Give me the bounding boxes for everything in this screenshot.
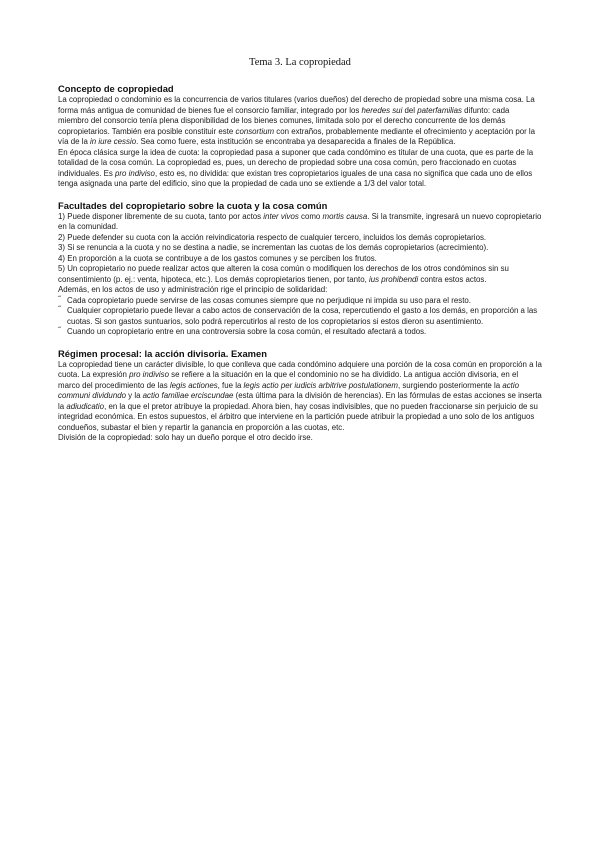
- list-item: [58, 306, 542, 327]
- italic-term: pro indiviso: [115, 168, 155, 178]
- paragraph: [58, 285, 542, 296]
- text-run: En época clásica surge la idea de cuota: la copropiedad pasa a suponer que cada condómino es titular de una cuota, que es parte de la totalidad de la cosa común. La copropiedad es, pues, un derecho de propiedad sobre una cosa común, pero fraccionado en cuotas individuales. Es: [58, 147, 534, 178]
- text-run: Cualquier copropietario puede llevar a cabo actos de conservación de la cosa, repercutiendo el gasto a los demás, en proporción a las cuotas. Si son gastos suntuarios, solo podrá repercutirlos al resto de los copropietarios si estos dieron su asentimiento.: [67, 306, 538, 326]
- section-spacer: [58, 190, 542, 200]
- text-run: 5) Un copropietario no puede realizar actos que alteren la cosa común o modifiquen los derechos de los otros condóminos sin su consentimiento (p. ej.: venta, hipoteca, etc.). Los demás copropietarios tienen, por tanto,: [58, 264, 509, 284]
- text-run: , esto es, no dividida: que existan tres copropietarios iguales de una casa no significa que cada uno de ellos tenga asignada una parte del edificio, sino que la propiedad de cada uno se extiende a 1/3 del valor total.: [58, 168, 533, 188]
- section-heading: Régimen procesal: la acción divisoria. Examen: [58, 347, 267, 359]
- paragraph: [58, 148, 542, 190]
- text-run: . Si la transmite, ingresará un nuevo copropietario en la comunidad.: [58, 211, 542, 231]
- paragraph: [58, 233, 542, 244]
- text-run: como: [298, 211, 323, 221]
- section: [58, 348, 542, 444]
- section: [58, 200, 542, 338]
- italic-term: actio communi dividundo: [58, 380, 519, 400]
- text-run: se refiere a la situación en la que el condominio no se ha dividido. La antigua acción divisoria, en el marco del procedimiento de las: [58, 370, 519, 390]
- text-run: Además, en los actos de uso y administración rige el principio de solidaridad:: [58, 285, 328, 294]
- section-heading: Facultades del copropietario sobre la cuota y la cosa común: [58, 199, 328, 211]
- section-heading: Concepto de copropiedad: [58, 83, 174, 94]
- text-run: Cada copropietario puede servirse de las cosas comunes siempre que no perjudique ni impida su uso para el resto.: [67, 295, 471, 305]
- italic-term: heredes sui: [361, 105, 403, 115]
- italic-term: legis actio per iudicis arbitrive postulationem: [243, 380, 398, 390]
- bullet-marker: ˝: [58, 294, 61, 304]
- text-run: 1) Puede disponer libremente de su cuota, tanto por actos: [58, 211, 264, 221]
- italic-term: adiudicatio: [66, 401, 105, 411]
- italic-term: legis actiones: [169, 380, 218, 390]
- text-run: La copropiedad tiene un carácter divisible, lo que conlleva que cada condómino adquiere una porción de la cosa común en proporción a la cuota. La expresión: [58, 359, 542, 379]
- text-run: (esta última para la división de herencias). En las fórmulas de estas acciones se inserta la: [58, 391, 542, 411]
- italic-term: consortium: [235, 126, 275, 136]
- text-run: 2) Puede defender su cuota con la acción reivindicatoria respecto de cualquier tercero, incluidos los demás copropietarios.: [58, 232, 487, 242]
- text-run: División de la copropiedad: solo hay un dueño porque el otro decido irse.: [58, 433, 313, 442]
- text-run: contra estos actos.: [418, 274, 487, 284]
- bullet-marker: ˝: [58, 305, 61, 314]
- text-run: 3) Si se renuncia a la cuota y no se destina a nadie, se incrementan las cuotas de los demás copropietarios (acrecimiento).: [58, 243, 489, 252]
- text-run: , en la que el pretor atribuye la propiedad. Ahora bien, hay cosas indivisibles, que no pueden fraccionarse sin perjuicio de su integridad económica. En estos supuestos, el árbitro que interviene en la partición puede atribuir la propiedad a uno solo de los antiguos condueños, subastar el bien y repartir la ganancia en proporción a las cuotas, etc.: [58, 401, 538, 432]
- text-run: con extraños, probablemente mediante el ofrecimiento y aceptación por la vía de la: [58, 126, 536, 146]
- document-title: Tema 3. La copropiedad: [249, 57, 351, 68]
- paragraph: [58, 264, 542, 285]
- italic-term: actio familiae erciscundae: [142, 391, 234, 400]
- bullet-list: [58, 296, 542, 338]
- italic-term: mortis causa: [322, 211, 368, 221]
- text-run: Cuando un copropietario entre en una controversia sobre la cosa común, el resultado afectará a todos.: [67, 327, 427, 336]
- italic-term: inter vivos: [263, 211, 299, 221]
- text-run: 4) En proporción a la cuota se contribuye a de los gastos comunes y se perciben los frutos.: [58, 253, 377, 263]
- paragraph: [58, 433, 542, 444]
- paragraph: [58, 95, 542, 148]
- paragraph: [58, 360, 542, 434]
- section-spacer: [58, 338, 542, 348]
- italic-term: pro indiviso: [129, 370, 169, 379]
- text-run: . Sea como fuere, esta institución se encontraba ya desaparecida a finales de la República.: [136, 137, 456, 146]
- italic-term: paterfamilias: [417, 105, 462, 115]
- text-run: difunto: cada miembro del consorcio tenía plena disponibilidad de los bienes comunes, limitada solo por el derecho concurrente de los demás copropietarios. También era posible constituir este: [58, 105, 510, 136]
- text-run: La copropiedad o condominio es la concurrencia de varios titulares (varios dueños) del derecho de propiedad sobre una misma cosa. La forma más antigua de comunidad de bienes fue el consorcio familiar, integrado por los: [58, 95, 535, 115]
- bullet-marker: ˝: [58, 326, 61, 335]
- italic-term: ius prohibendi: [368, 274, 419, 284]
- list-item: [58, 327, 542, 338]
- italic-term: in iure cessio: [90, 137, 137, 146]
- paragraph: [58, 254, 542, 265]
- text-run: , fue la: [217, 380, 244, 390]
- text-run: y la: [125, 391, 143, 400]
- text-run: del: [402, 105, 418, 115]
- list-item: [58, 296, 542, 307]
- paragraph: [58, 243, 542, 254]
- paragraph: [58, 212, 542, 233]
- document-body: [58, 83, 542, 444]
- document-page: [58, 56, 542, 444]
- text-run: , surgiendo posteriormente la: [397, 380, 503, 390]
- section: [58, 83, 542, 190]
